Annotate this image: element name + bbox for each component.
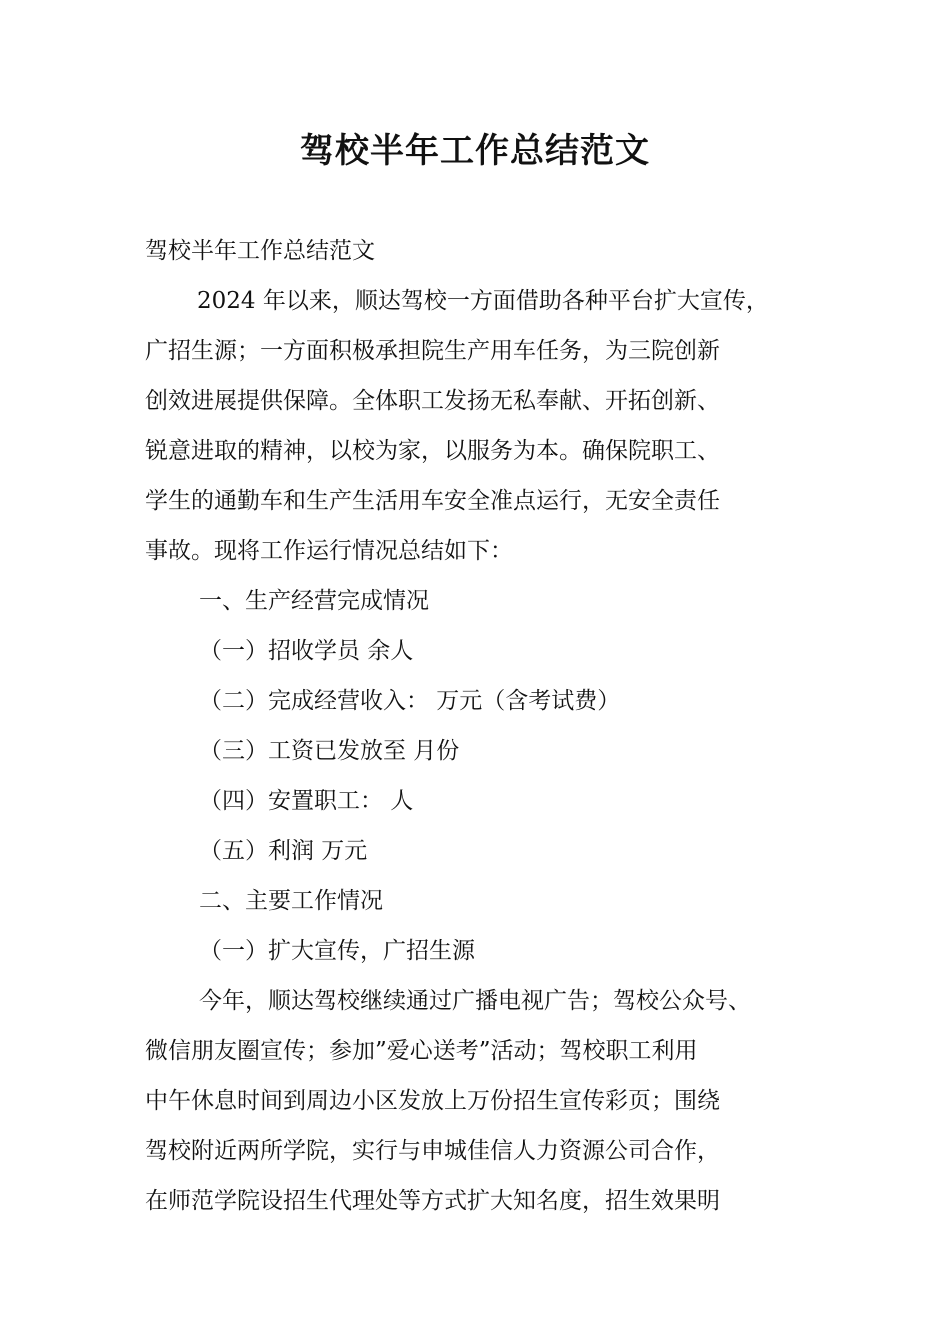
intro-line: 创效进展提供保障。全体职工发扬无私奉献、开拓创新、: [145, 388, 720, 414]
section-2-heading: 二、主要工作情况: [199, 888, 383, 914]
section-1-item: （一）招收学员 余人: [199, 638, 414, 664]
section-1-heading: 一、生产经营完成情况: [199, 588, 429, 614]
intro-line: 2024 年以来，顺达驾校一方面借助各种平台扩大宣传，: [197, 288, 769, 314]
intro-line: 学生的通勤车和生产生活用车安全准点运行，无安全责任: [145, 488, 720, 514]
intro-line: 广招生源；一方面积极承担院生产用车任务，为三院创新: [145, 338, 720, 364]
intro-line: 锐意进取的精神，以校为家，以服务为本。确保院职工、: [145, 438, 720, 464]
section-1-item: （五）利润 万元: [199, 838, 368, 864]
section-2-line: 中午休息时间到周边小区发放上万份招生宣传彩页；围绕: [145, 1088, 720, 1114]
section-1-item: （四）安置职工： 人: [199, 788, 414, 814]
section-2-line: 今年，顺达驾校继续通过广播电视广告；驾校公众号、: [199, 988, 751, 1014]
section-2-line: 微信朋友圈宣传；参加”爱心送考”活动；驾校职工利用: [145, 1038, 698, 1064]
section-2-subheading: （一）扩大宣传，广招生源: [199, 938, 475, 964]
section-2-line: 驾校附近两所学院，实行与申城佳信人力资源公司合作，: [145, 1138, 720, 1164]
document-subtitle: 驾校半年工作总结范文: [145, 238, 375, 264]
section-1-item: （三）工资已发放至 月份: [199, 738, 460, 764]
section-2-line: 在师范学院设招生代理处等方式扩大知名度，招生效果明: [145, 1188, 720, 1214]
document-title: 驾校半年工作总结范文: [300, 131, 650, 171]
section-1-item: （二）完成经营收入： 万元（含考试费）: [199, 688, 621, 714]
intro-line: 事故。现将工作运行情况总结如下：: [145, 538, 513, 564]
document-body: [145, 226, 817, 1226]
